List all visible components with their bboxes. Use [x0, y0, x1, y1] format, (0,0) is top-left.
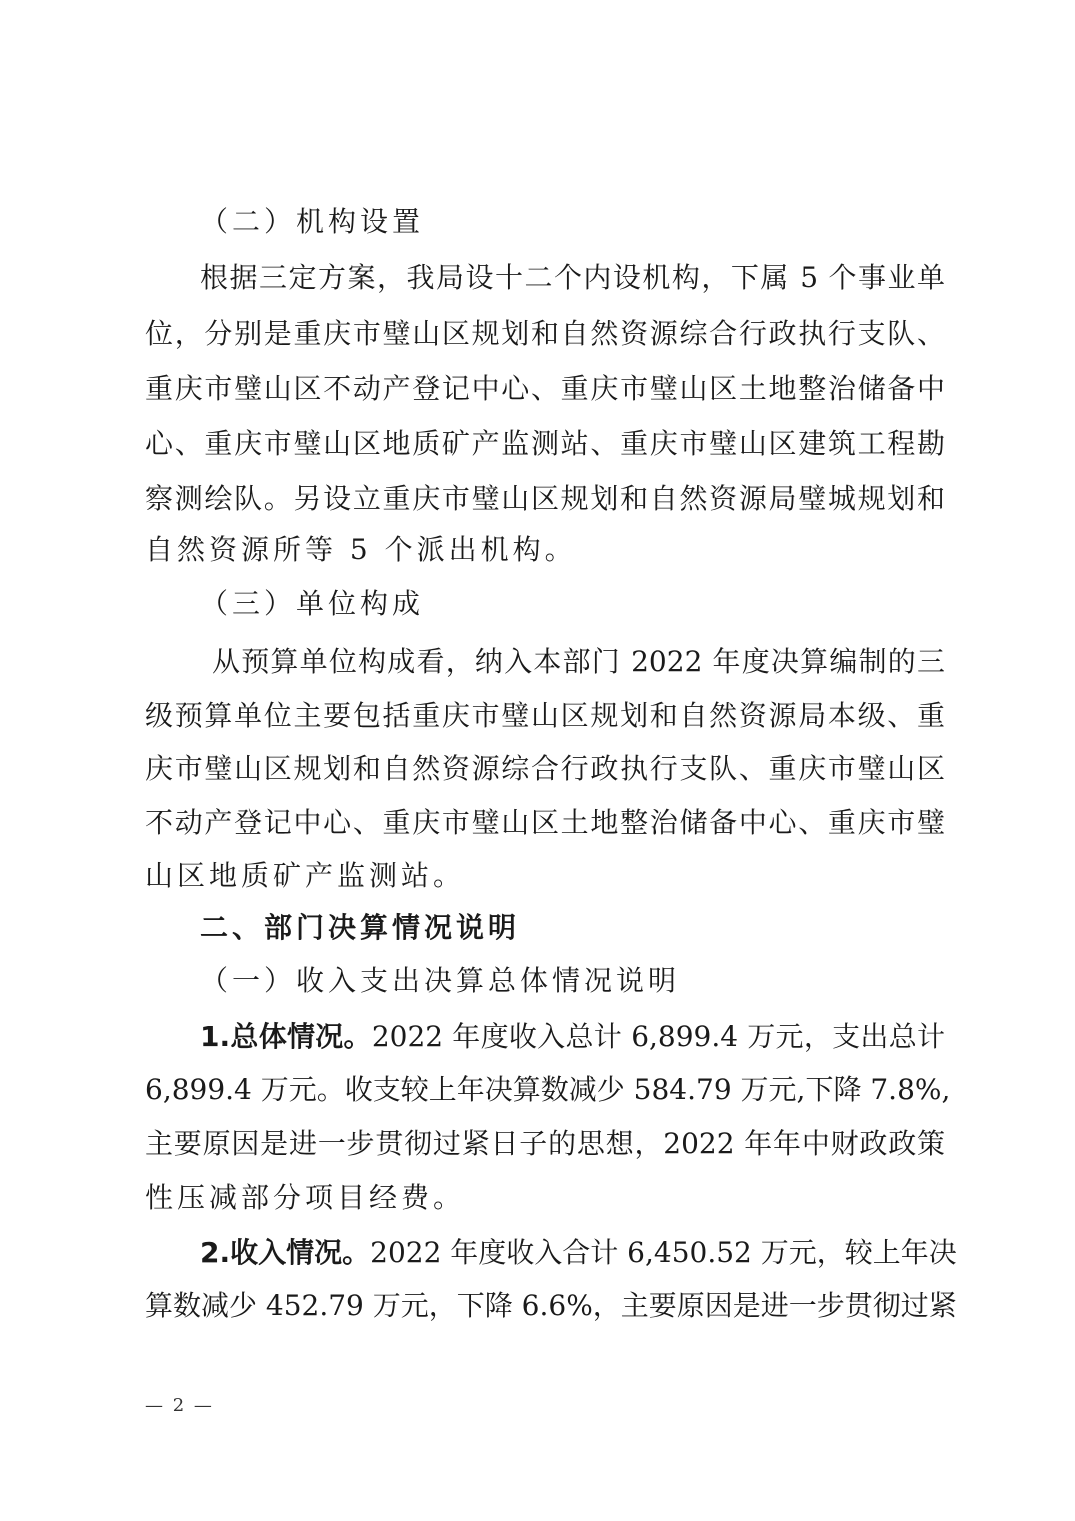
item-text: 2022 年度收入总计 6,899.4 万元，支出总计 — [371, 1020, 945, 1053]
paragraph-line: 6,899.4 万元。收支较上年决算数减少 584.79 万元,下降 7.8%, — [145, 1073, 951, 1106]
paragraph-line: 位，分别是重庆市璧山区规划和自然资源综合行政执行支队、 — [145, 317, 945, 350]
item-label-income: 2.收入情况。 — [200, 1236, 371, 1269]
paragraph-line: 不动产登记中心、重庆市璧山区土地整治储备中心、重庆市璧 — [145, 806, 945, 839]
sub-heading-overall: （一）收入支出决算总体情况说明 — [200, 964, 681, 997]
paragraph-line: 自然资源所等 5 个派出机构。 — [145, 533, 577, 566]
paragraph-line: 级预算单位主要包括重庆市璧山区规划和自然资源局本级、重 — [145, 699, 945, 732]
item-overall-first-line — [200, 1009, 945, 1065]
page-number: — 2 — — [145, 1395, 214, 1416]
paragraph-line: 心、重庆市璧山区地质矿产监测站、重庆市璧山区建筑工程勘 — [145, 427, 945, 460]
paragraph-line: 性压减部分项目经费。 — [145, 1181, 466, 1214]
paragraph-line: 从预算单位构成看，纳入本部门 2022 年度决算编制的三 — [212, 645, 945, 678]
item-label-overall: 1.总体情况。 — [200, 1020, 372, 1053]
paragraph-line: 察测绘队。另设立重庆市璧山区规划和自然资源局璧城规划和 — [145, 482, 945, 515]
paragraph-line: 主要原因是进一步贯彻过紧日子的思想，2022 年年中财政政策 — [145, 1127, 945, 1160]
section-heading-org-setup: （二）机构设置 — [200, 205, 425, 238]
item-text: 2022 年度收入合计 6,450.52 万元，较上年决 — [370, 1236, 957, 1269]
paragraph-line: 重庆市璧山区不动产登记中心、重庆市璧山区土地整治储备中 — [145, 372, 945, 405]
part-heading-final-accounts: 二、部门决算情况说明 — [200, 911, 521, 944]
paragraph-line: 庆市璧山区规划和自然资源综合行政执行支队、重庆市璧山区 — [145, 752, 945, 785]
paragraph-line: 根据三定方案，我局设十二个内设机构，下属 5 个事业单 — [200, 261, 945, 294]
paragraph-line: 算数减少 452.79 万元，下降 6.6%，主要原因是进一步贯彻过紧 — [145, 1289, 957, 1322]
paragraph-line: 山区地质矿产监测站。 — [145, 859, 466, 892]
section-heading-unit-composition: （三）单位构成 — [200, 587, 425, 620]
item-income-first-line — [200, 1225, 957, 1281]
